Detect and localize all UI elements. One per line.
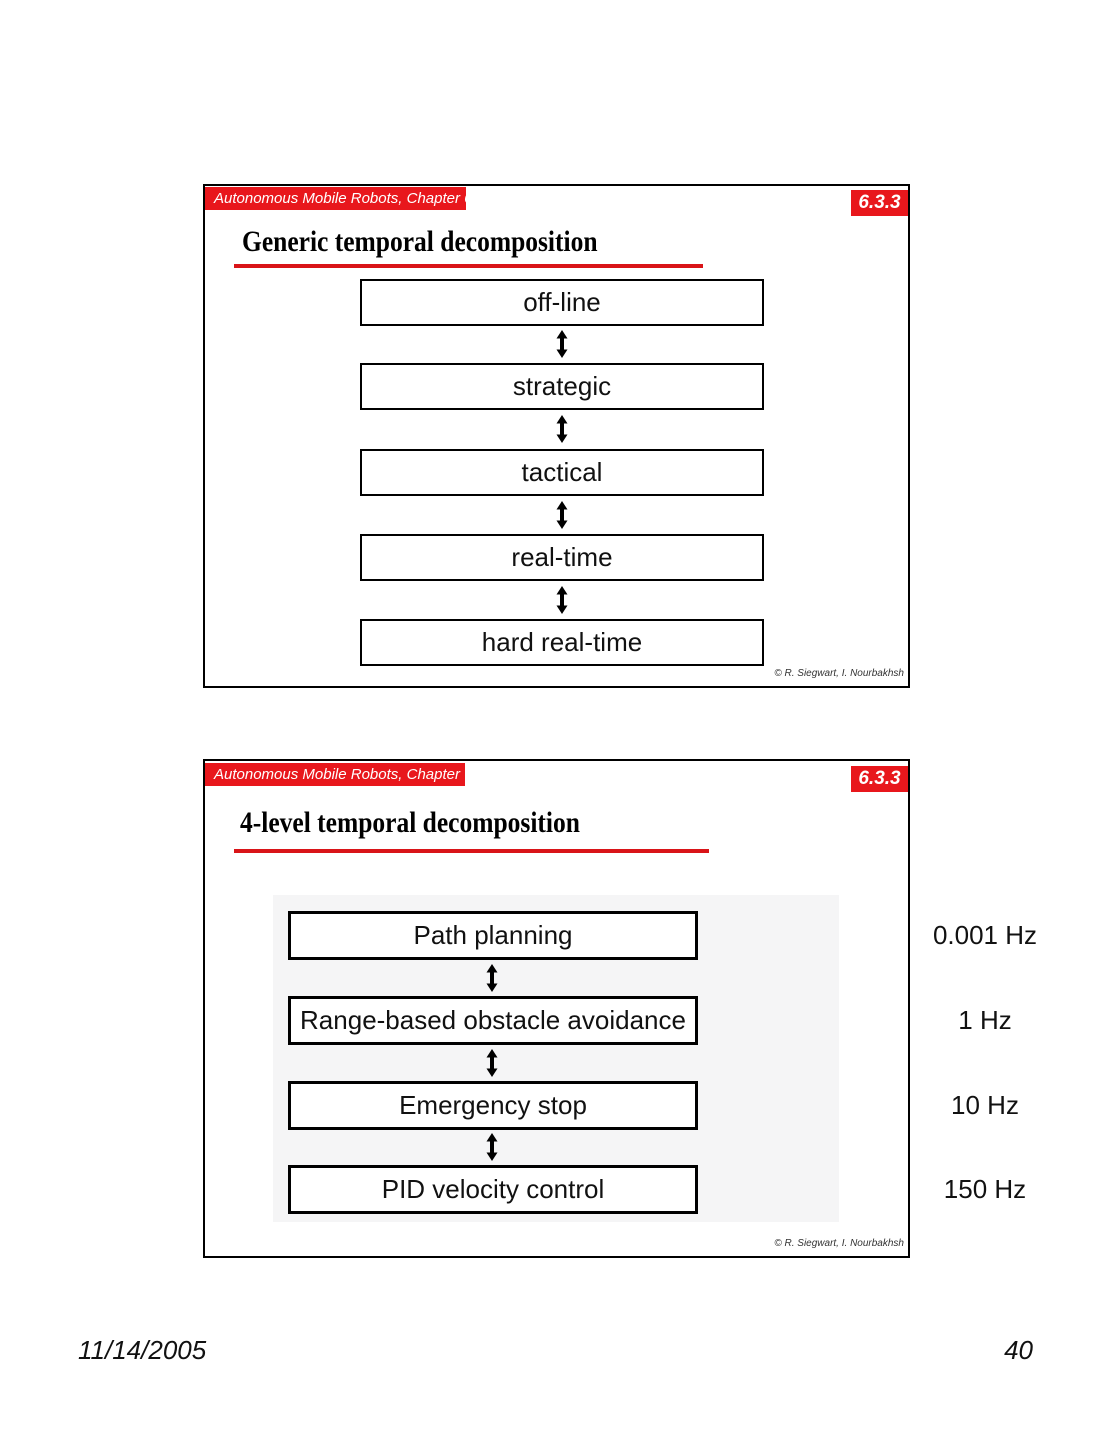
slide-generic-temporal-decomposition xyxy=(203,184,910,688)
double-arrow-icon xyxy=(485,964,499,992)
copyright-note: © R. Siegwart, I. Nourbakhsh xyxy=(774,1238,904,1249)
level-box-strategic xyxy=(360,363,764,410)
double-arrow-icon xyxy=(485,1049,499,1077)
frequency-label: 1 Hz xyxy=(958,1005,1012,1035)
level-box-label: real-time xyxy=(511,542,613,572)
section-badge: 6.3.3 xyxy=(851,190,908,216)
level-box-emergency-stop xyxy=(288,1081,698,1130)
slide-header-bar xyxy=(205,187,473,210)
level-box-label: Path planning xyxy=(413,920,573,950)
level-box-tactical xyxy=(360,449,764,496)
copyright-note: © R. Siegwart, I. Nourbakhsh xyxy=(774,668,904,679)
level-box-label: hard real-time xyxy=(481,627,643,657)
slide-title: 4-level temporal decomposition xyxy=(240,806,580,839)
frequency-label: 0.001 Hz xyxy=(932,920,1038,950)
level-box-pid-velocity-control xyxy=(288,1165,698,1214)
course-label: Autonomous Mobile Robots, Chapter 6 xyxy=(214,190,473,207)
level-box-label: PID velocity control xyxy=(381,1174,605,1204)
slide-title: Generic temporal decomposition xyxy=(242,225,598,258)
double-arrow-icon xyxy=(555,415,569,443)
level-box-offline xyxy=(360,279,764,326)
frequency-label: 10 Hz xyxy=(951,1090,1019,1120)
level-box-label: off-line xyxy=(523,287,601,317)
double-arrow-icon xyxy=(555,330,569,358)
title-underline xyxy=(234,264,703,268)
level-box-obstacle-avoidance xyxy=(288,996,698,1045)
level-box-realtime xyxy=(360,534,764,581)
title-underline xyxy=(234,849,709,853)
page-number: 40 xyxy=(1004,1335,1033,1365)
slide-4-level-temporal-decomposition xyxy=(203,759,1038,1258)
level-box-label: tactical xyxy=(521,457,603,487)
double-arrow-icon xyxy=(485,1133,499,1161)
slide-header-bar xyxy=(205,763,473,786)
course-label: Autonomous Mobile Robots, Chapter 6 xyxy=(214,766,473,783)
level-box-path-planning xyxy=(288,911,698,960)
frequency-label: 150 Hz xyxy=(943,1174,1027,1204)
section-badge: 6.3.3 xyxy=(851,766,908,792)
double-arrow-icon xyxy=(555,586,569,614)
level-box-hard-realtime xyxy=(360,619,764,666)
double-arrow-icon xyxy=(555,501,569,529)
footer-date: 11/14/2005 xyxy=(78,1335,207,1365)
level-box-label: Emergency stop xyxy=(399,1090,587,1120)
level-box-label: strategic xyxy=(512,371,612,401)
level-box-label: Range-based obstacle avoidance xyxy=(300,1005,686,1035)
